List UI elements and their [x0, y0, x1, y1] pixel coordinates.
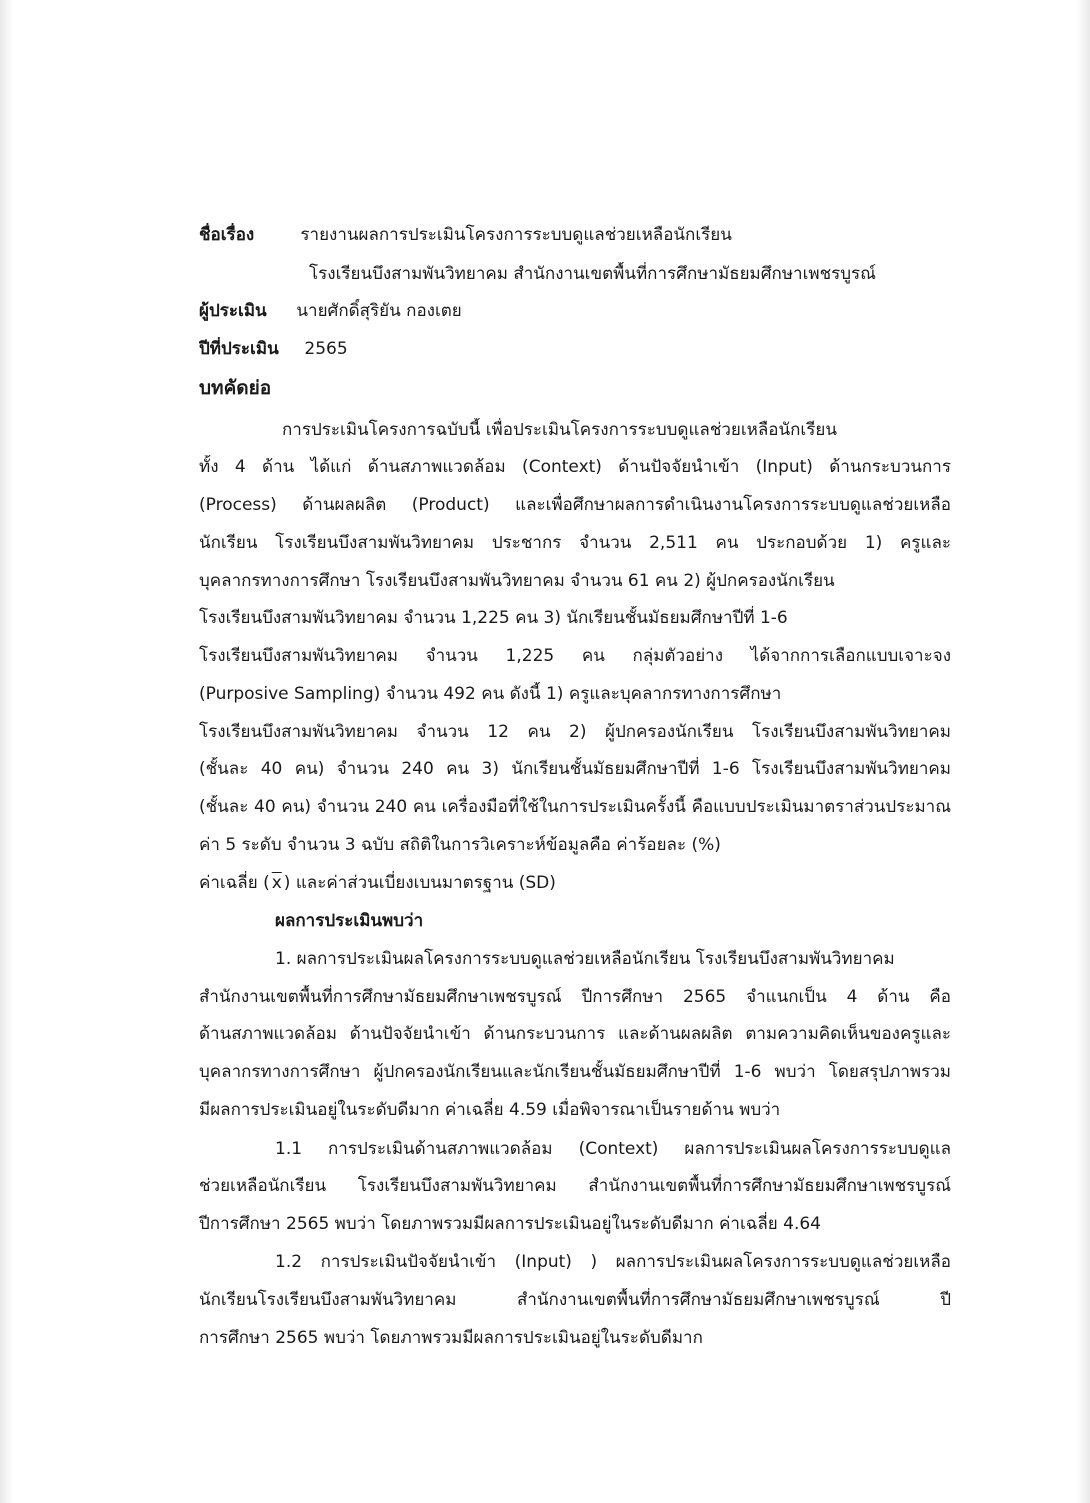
- title-row: [199, 223, 951, 247]
- results-line: สำนักงานเขตพื้นที่การศึกษามัธยมศึกษาเพชรบูรณ์ ปีการศึกษา 2565 จำแนกเป็น 4 ด้าน คือ: [199, 987, 951, 1007]
- evaluator-name: นายศักดิ์สุริยัน กองเตย: [296, 301, 462, 321]
- mean-symbol: $\overline{x}$: [271, 873, 282, 893]
- results-heading: ผลการประเมินพบว่า: [275, 911, 424, 931]
- results-line: มีผลการประเมินอยู่ในระดับดีมาก ค่าเฉลี่ย 4.59 เมื่อพิจารณาเป็นรายด้าน พบว่า: [199, 1100, 781, 1120]
- results-line: การศึกษา 2565 พบว่า โดยภาพรวมมีผลการประเมินอยู่ในระดับดีมาก: [199, 1328, 703, 1348]
- abstract-line: โรงเรียนบึงสามพันวิทยาคม จำนวน 12 คน 2) ผู้ปกครองนักเรียน โรงเรียนบึงสามพันวิทยาคม: [199, 722, 951, 742]
- title-label: ชื่อเรื่อง: [199, 225, 255, 245]
- title-line-1: รายงานผลการประเมินโครงการระบบดูแลช่วยเหลือนักเรียน: [300, 225, 732, 245]
- mean-prefix: ค่าเฉลี่ย (: [199, 873, 270, 893]
- abstract-line: การประเมินโครงการฉบับนี้ เพื่อประเมินโครงการระบบดูแลช่วยเหลือนักเรียน: [282, 420, 837, 440]
- evaluator-row: [199, 299, 951, 323]
- results-line: ปีการศึกษา 2565 พบว่า โดยภาพรวมมีผลการประเมินอยู่ในระดับดีมาก ค่าเฉลี่ย 4.64: [199, 1214, 821, 1234]
- abstract-line: นักเรียน โรงเรียนบึงสามพันวิทยาคม ประชากร จำนวน 2,511 คน ประกอบด้วย 1) ครูและ: [199, 533, 951, 553]
- page-edge-right: [1076, 0, 1090, 1503]
- abstract-line: โรงเรียนบึงสามพันวิทยาคม จำนวน 1,225 คน กลุ่มตัวอย่าง ได้จากการเลือกแบบเจาะจง: [199, 646, 951, 666]
- abstract-line: (ชั้นละ 40 คน) จำนวน 240 คน เครื่องมือที่ใช้ในการประเมินครั้งนี้ คือแบบประเมินมาตราส่วนประมาณ: [199, 797, 951, 817]
- results-line: ช่วยเหลือนักเรียน โรงเรียนบึงสามพันวิทยาคม สำนักงานเขตพื้นที่การศึกษามัธยมศึกษาเพชรบูรณ์: [199, 1176, 951, 1196]
- title-line-2: โรงเรียนบึงสามพันวิทยาคม สำนักงานเขตพื้นที่การศึกษามัธยมศึกษาเพชรบูรณ์: [309, 264, 876, 284]
- results-line: 1.2 การประเมินปัจจัยนำเข้า (Input) ) ผลการประเมินผลโครงการระบบดูแลช่วยเหลือ: [275, 1252, 951, 1272]
- page-edge-left: [0, 0, 14, 1503]
- abstract-line: (ชั้นละ 40 คน) จำนวน 240 คน 3) นักเรียนชั้นมัธยมศึกษาปีที่ 1-6 โรงเรียนบึงสามพันวิทยาคม: [199, 759, 951, 779]
- abstract-line: (Process) ด้านผลผลิต (Product) และเพื่อศึกษาผลการดำเนินงานโครงการระบบดูแลช่วยเหลือ: [199, 495, 951, 515]
- results-line: 1. ผลการประเมินผลโครงการระบบดูแลช่วยเหลือนักเรียน โรงเรียนบึงสามพันวิทยาคม: [275, 949, 895, 969]
- mean-suffix: ) และค่าส่วนเบี่ยงเบนมาตรฐาน (SD): [283, 873, 556, 893]
- year-row: [199, 337, 951, 361]
- abstract-line: ค่า 5 ระดับ จำนวน 3 ฉบับ สถิติในการวิเคราะห์ข้อมูลคือ ค่าร้อยละ (%): [199, 835, 721, 855]
- results-line: 1.1 การประเมินด้านสภาพแวดล้อม (Context) ผลการประเมินผลโครงการระบบดูแล: [275, 1139, 951, 1159]
- mean-line: [199, 871, 619, 895]
- abstract-line: (Purposive Sampling) จำนวน 492 คน ดังนี้ 1) ครูและบุคลากรทางการศึกษา: [199, 684, 782, 704]
- evaluator-label: ผู้ประเมิน: [199, 301, 267, 321]
- abstract-line: ทั้ง 4 ด้าน ได้แก่ ด้านสภาพแวดล้อม (Context) ด้านปัจจัยนำเข้า (Input) ด้านกระบวนการ: [199, 457, 951, 477]
- abstract-heading: บทคัดย่อ: [199, 377, 272, 399]
- document-page: [199, 0, 959, 1503]
- year-label: ปีที่ประเมิน: [199, 339, 279, 359]
- abstract-line: โรงเรียนบึงสามพันวิทยาคม จำนวน 1,225 คน 3) นักเรียนชั้นมัธยมศึกษาปีที่ 1-6: [199, 608, 788, 628]
- abstract-line: บุคลากรทางการศึกษา โรงเรียนบึงสามพันวิทยาคม จำนวน 61 คน 2) ผู้ปกครองนักเรียน: [199, 571, 835, 591]
- results-line: นักเรียนโรงเรียนบึงสามพันวิทยาคม สำนักงานเขตพื้นที่การศึกษามัธยมศึกษาเพชรบูรณ์ ปี: [199, 1290, 951, 1310]
- year-value: 2565: [304, 339, 348, 359]
- results-line: บุคลากรทางการศึกษา ผู้ปกครองนักเรียนและนักเรียนชั้นมัธยมศึกษาปีที่ 1-6 พบว่า โดยสรุปภาพรวม: [199, 1062, 951, 1082]
- results-line: ด้านสภาพแวดล้อม ด้านปัจจัยนำเข้า ด้านกระบวนการ และด้านผลผลิต ตามความคิดเห็นของครูและ: [199, 1024, 951, 1044]
